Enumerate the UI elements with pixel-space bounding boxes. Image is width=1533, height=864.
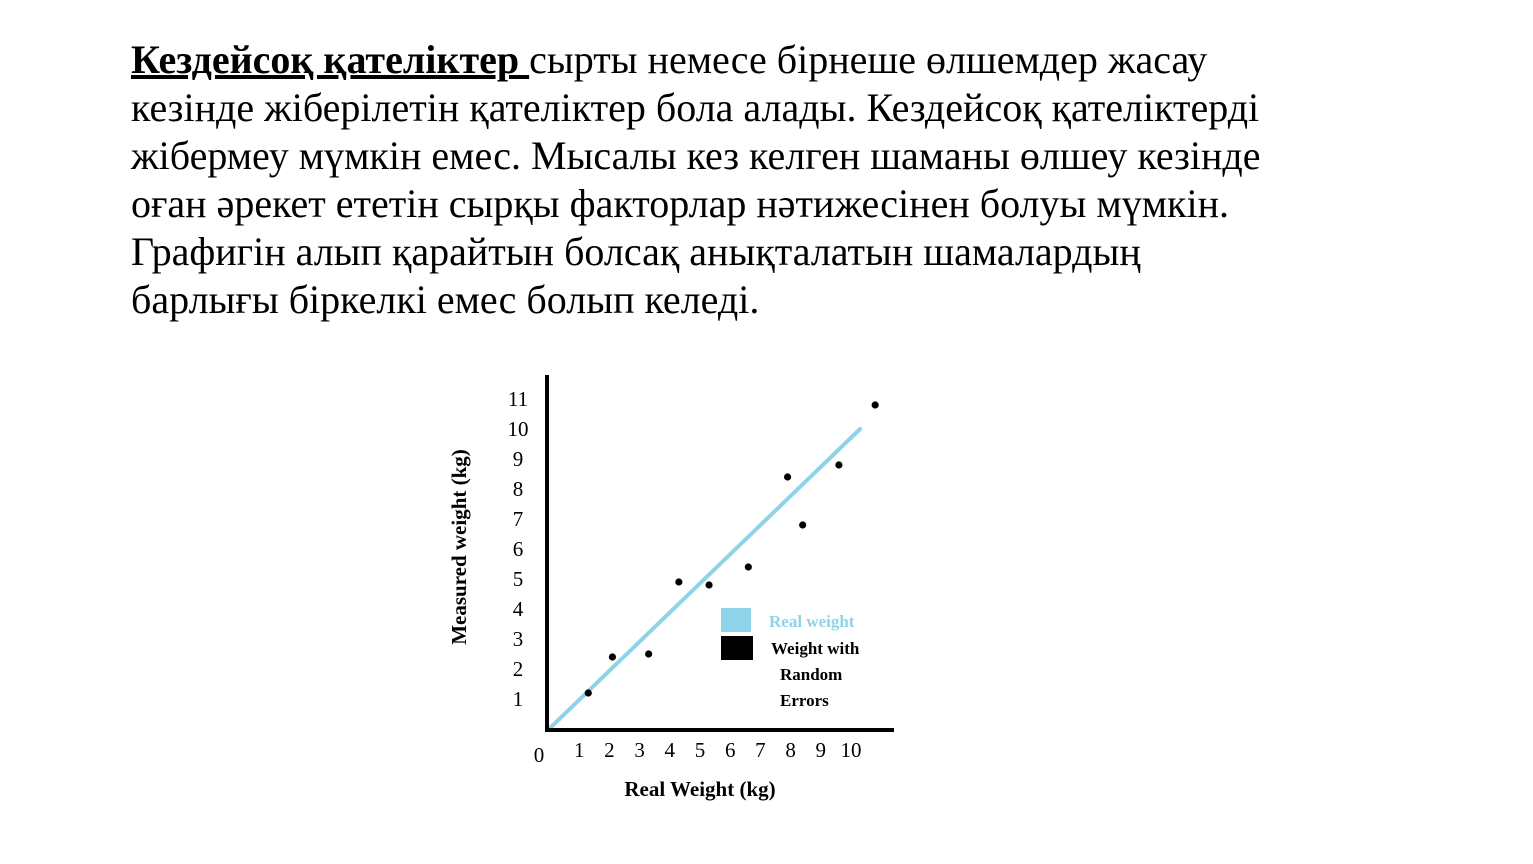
x-tick-label: 4 (664, 738, 676, 762)
paragraph-line-4: оған әрекет ететін сырқы факторлар нәтижесінен болуы мүмкін. (131, 181, 1229, 226)
y-tick-label: 5 (512, 567, 524, 591)
data-point (609, 653, 616, 660)
data-point (585, 689, 592, 696)
y-tick-label: 11 (507, 387, 529, 411)
paragraph-line-3: жібермеу мүмкін емес. Мысалы кез келген шаманы өлшеу кезінде (131, 133, 1261, 178)
data-point (645, 650, 652, 657)
y-tick-label: 10 (507, 417, 529, 441)
x-tick-label: 0 (533, 743, 545, 767)
data-point (745, 563, 752, 570)
y-axis-title: Measured weight (kg) (447, 449, 471, 645)
paragraph-line-1-rest: сырты немесе бірнеше өлшемдер жасау (529, 37, 1208, 82)
y-tick-label: 1 (512, 687, 524, 711)
x-tick-label: 5 (694, 738, 706, 762)
data-point (799, 521, 806, 528)
data-point (675, 578, 682, 585)
legend-label-random: Random (780, 665, 843, 684)
y-tick-label: 3 (512, 627, 524, 651)
x-axis-title: Real Weight (kg) (624, 777, 776, 801)
y-tick-label: 6 (512, 537, 524, 561)
x-tick-label: 9 (815, 738, 827, 762)
data-point (784, 473, 791, 480)
legend-swatch-random-errors (721, 636, 753, 660)
legend-label-real-weight: Real weight (769, 612, 855, 631)
x-tick-label: 7 (755, 738, 766, 762)
real-weight-line (549, 429, 860, 729)
data-point (835, 461, 842, 468)
x-tick-label: 8 (785, 738, 796, 762)
paragraph-line-6: барлығы біркелкі емес болып келеді. (131, 277, 760, 322)
paragraph-line-5: Графигін алып қарайтын болсақ анықталатын шамалардың (131, 229, 1141, 274)
x-tick-label: 1 (573, 738, 585, 762)
legend-label-weight-with: Weight with (771, 639, 860, 658)
y-tick-label: 9 (512, 447, 524, 471)
x-tick-labels (534, 738, 862, 767)
paragraph-term: Кездейсоқ қателіктер (131, 37, 530, 82)
x-tick-label: 2 (604, 738, 615, 762)
legend-label-errors: Errors (780, 691, 829, 710)
data-point (872, 401, 879, 408)
y-tick-label: 2 (512, 657, 524, 681)
y-tick-labels (508, 387, 529, 711)
x-tick-label: 10 (840, 738, 862, 762)
legend-swatch-real-weight (721, 608, 751, 632)
paragraph-line-2: кезінде жіберілетін қателіктер бола алады. Кездейсоқ қателіктерді (131, 85, 1260, 130)
x-tick-label: 3 (634, 738, 645, 762)
data-point (705, 581, 712, 588)
y-tick-label: 4 (512, 597, 524, 621)
y-tick-label: 7 (512, 507, 524, 531)
x-tick-label: 6 (724, 738, 736, 762)
legend (721, 608, 860, 710)
y-tick-label: 8 (512, 477, 524, 501)
